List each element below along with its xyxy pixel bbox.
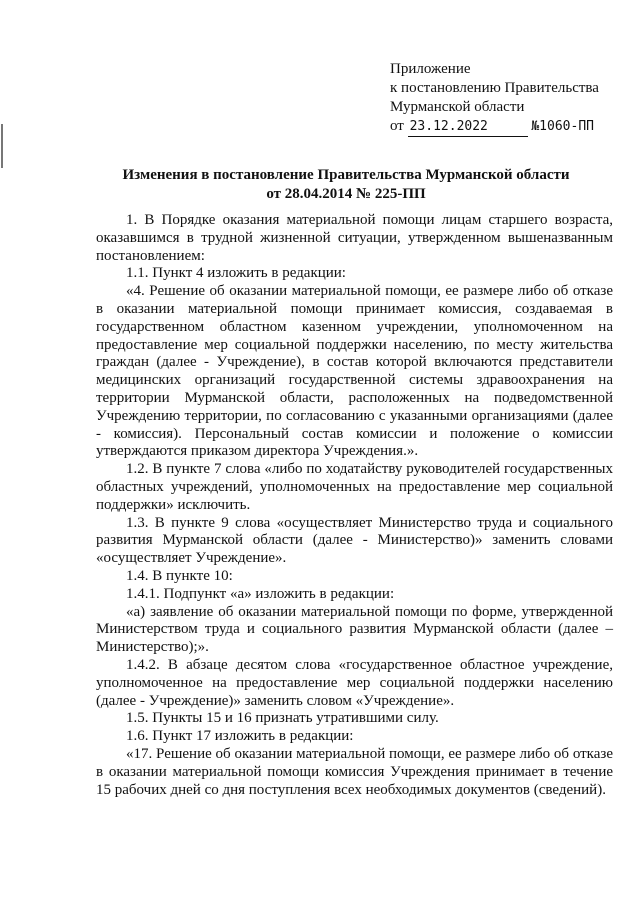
paragraph-point-17: «17. Решение об оказании материальной помощи, ее размере либо об отказе в оказании материальной помощи комиссия Учреждения принимает в течение 15 рабочих дней со дня поступления всех необходимых документов (сведений).: [96, 745, 613, 798]
paragraph-1-3: 1.3. В пункте 9 слова «осуществляет Министерство труда и социального развития Мурманской области (далее - Министерство)» заменить словами «осуществляет Учреждение».: [96, 514, 613, 567]
appendix-line-3: Мурманской области: [390, 99, 525, 115]
scan-edge-mark: [1, 124, 3, 168]
date-prefix: от: [390, 118, 404, 134]
paragraph-subpoint-a: «а) заявление об оказании материальной помощи по форме, утвержденной Министерством труда и социального развития Мурманской области (далее – Министерство);».: [96, 603, 613, 656]
document-date: 23.12.2022: [408, 117, 528, 137]
paragraph-1-2: 1.2. В пункте 7 слова «либо по ходатайству руководителей государственных областных учреждений, уполномоченных на предоставление мер социальной поддержки» исключить.: [96, 461, 613, 513]
paragraph-1-4-2: 1.4.2. В абзаце десятом слова «государственное областное учреждение, уполномоченное на предоставление мер социальной поддержки населению (далее - Учреждение)» заменить словом «Учреждение».: [96, 656, 613, 709]
appendix-date-line: [390, 117, 630, 137]
paragraph-1-6: 1.6. Пункт 17 изложить в редакции:: [126, 728, 354, 745]
paragraph-1-1: 1.1. Пункт 4 изложить в редакции:: [126, 265, 346, 282]
document-number: №1060-ПП: [531, 119, 594, 134]
title-line-1: Изменения в постановление Правительства Мурманской области: [122, 167, 570, 183]
appendix-header: [390, 60, 630, 137]
paragraph-point-4: «4. Решение об оказании материальной помощи, ее размере либо об отказе в оказании материальной помощи принимает комиссия, создаваемая в государственном областном казенном учреждении, уполномоченном на предоставление мер социальной поддержки населению, по месту жительства граждан (далее - Учреждение), в состав которой включаются представители медицинских организаций государственной системы здравоохранения на территории Мурманской области, расположенных на подведомственной Учреждению территории, по согласованию с указанными организациями (далее - комиссия). Персональный состав комиссии и положение о комиссии утверждаются приказом директора Учреждения.».: [96, 283, 613, 460]
document-body: [96, 212, 613, 799]
appendix-line-1: Приложение: [390, 61, 471, 77]
paragraph-1-4: 1.4. В пункте 10:: [126, 567, 233, 584]
title-line-2: от 28.04.2014 № 225-ПП: [266, 186, 426, 202]
paragraph-1-4-1: 1.4.1. Подпункт «а» изложить в редакции:: [126, 585, 395, 602]
paragraph-1: 1. В Порядке оказания материальной помощи лицам старшего возраста, оказавшимся в трудной жизненной ситуации, утвержденном вышеназванным постановлением:: [96, 212, 613, 264]
document-title: [96, 166, 596, 204]
appendix-line-2: к постановлению Правительства: [390, 80, 599, 96]
paragraph-1-5: 1.5. Пункты 15 и 16 признать утратившими силу.: [126, 710, 439, 727]
